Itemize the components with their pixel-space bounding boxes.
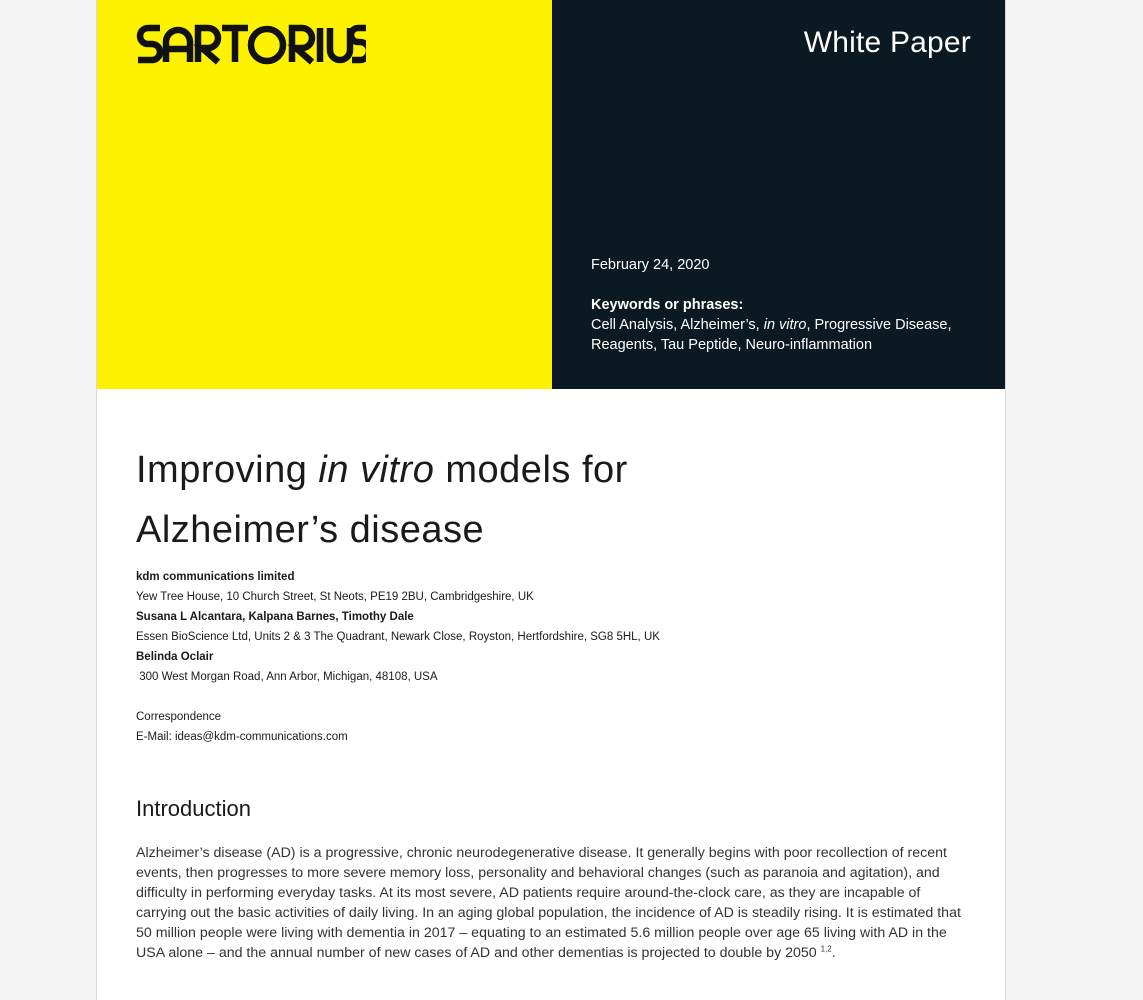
document-type: White Paper: [803, 26, 971, 59]
document-meta: [591, 255, 981, 355]
publication-date: February 24, 2020: [591, 257, 710, 273]
correspondence-email: E-Mail: ideas@kdm-communications.com: [136, 731, 348, 743]
affiliation-address-1: Yew Tree House, 10 Church Street, St Neots, PE19 2BU, Cambridgeshire, UK: [136, 591, 534, 603]
citation-ref: 1,2: [820, 944, 832, 954]
introduction-paragraph: Alzheimer’s disease (AD) is a progressive, chronic neurodegenerative disease. It generally begins with poor recollection of recent events, then progresses to more severe memory loss, personality and behavioral changes (such as paranoia and agitation), and difficulty in performing everyday tasks. At its most severe, AD patients require around-the-clock care, as they are incapable of carrying out the basic activities of daily living. In an aging global population, the incidence of AD is steadily rising. It is estimated that 50 million people were living with dementia in 2017 – equating to an estimated 5.6 million people over age 65 living with AD in the USA alone – and the annual number of new cases of AD and other dementias is projected to double by 2050: [136, 845, 961, 961]
correspondence-label: Correspondence: [136, 711, 222, 723]
title-text-b: models for: [434, 449, 628, 491]
title-text-a: Improving: [136, 449, 319, 491]
author-names-2: Susana L Alcantara, Kalpana Barnes, Timothy Dale: [136, 611, 414, 623]
keywords-text-a: Cell Analysis, Alzheimer’s,: [591, 317, 764, 333]
spacer: [136, 687, 976, 707]
keywords-text-b: , Progressive Disease,: [806, 317, 952, 333]
document-page: [96, 0, 1006, 1000]
brand-panel: [97, 0, 552, 389]
affiliation-org-1: kdm communications limited: [136, 571, 295, 583]
affiliation-address-3: 300 West Morgan Road, Ann Arbor, Michigan, 48108, USA: [136, 671, 438, 683]
affiliation-address-2: Essen BioScience Ltd, Units 2 & 3 The Quadrant, Newark Close, Royston, Hertfordshire, SG8 5HL, UK: [136, 631, 660, 643]
introduction-heading: Introduction: [136, 796, 251, 821]
keywords-italic: in vitro: [763, 317, 807, 333]
introduction-body: [136, 843, 966, 963]
sartorius-logo: [136, 22, 366, 68]
keywords-label: Keywords or phrases:: [591, 297, 744, 313]
keywords-line-1: [591, 315, 981, 335]
info-panel: [552, 0, 1006, 389]
title-line-1: [136, 440, 836, 500]
title-line-2: Alzheimer’s disease: [136, 509, 485, 551]
title-italic: in vitro: [318, 449, 435, 491]
keywords-line-2: Reagents, Tau Peptide, Neuro-inflammation: [591, 337, 873, 353]
author-affiliations: [136, 567, 976, 747]
paper-title: [136, 440, 836, 560]
cover-hero: [97, 0, 1006, 389]
author-name-3: Belinda Oclair: [136, 651, 214, 663]
paragraph-end: .: [831, 945, 836, 961]
